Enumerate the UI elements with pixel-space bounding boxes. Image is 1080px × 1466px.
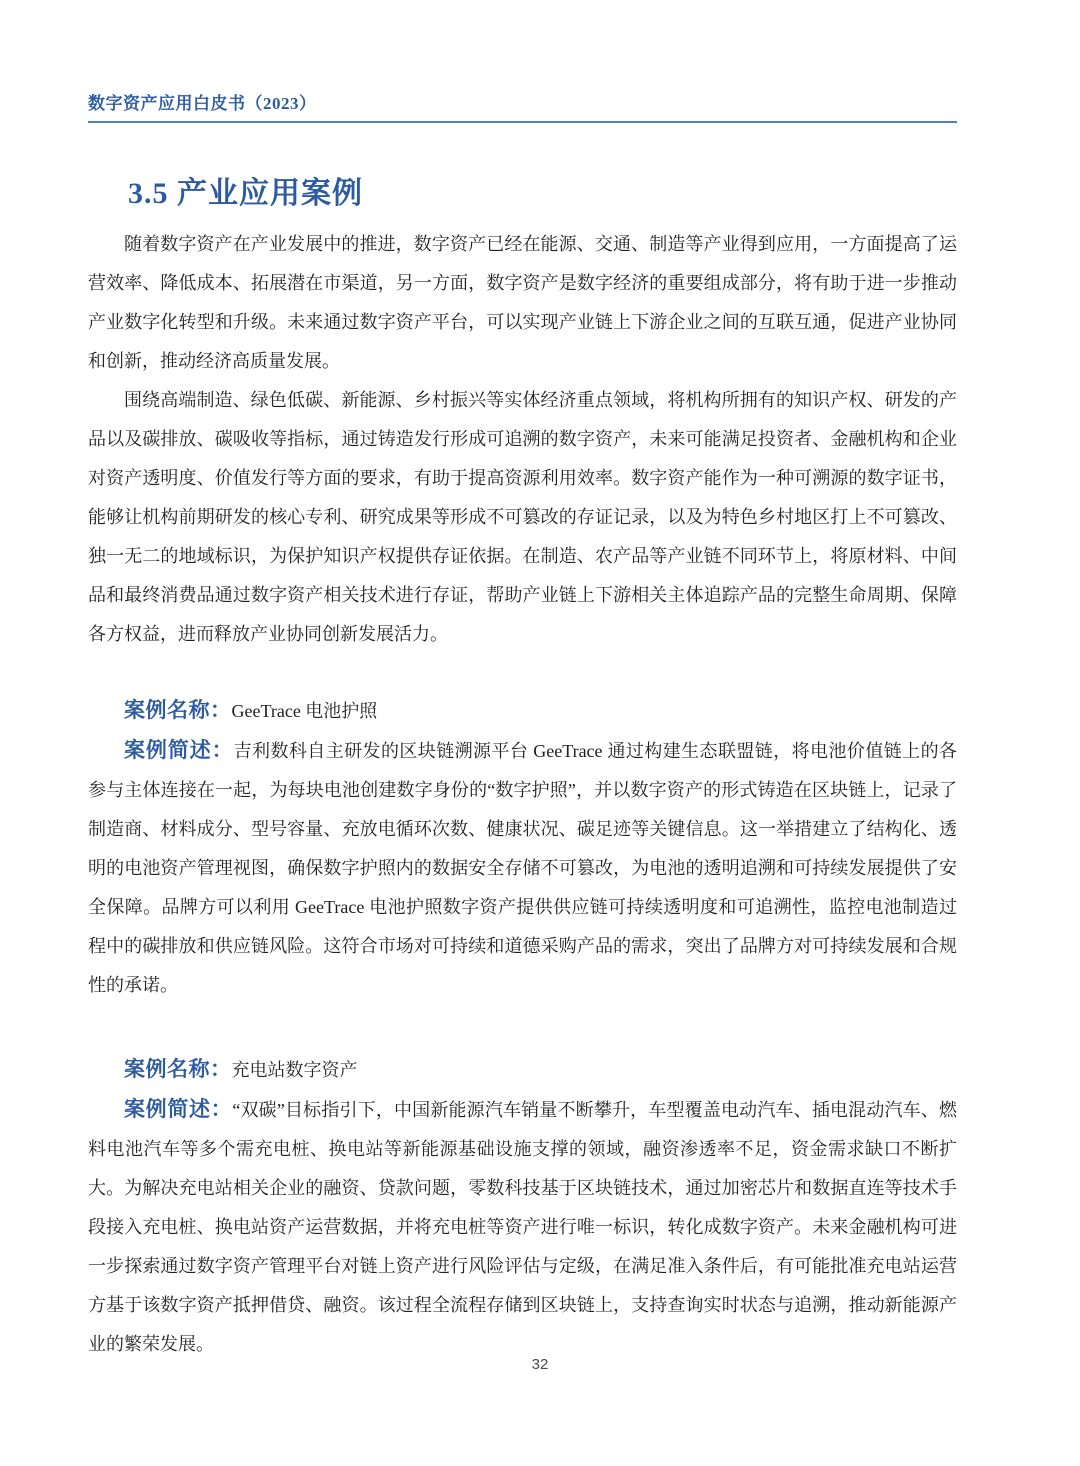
case-name-value: 充电站数字资产: [231, 1060, 358, 1080]
case-name-line: [88, 690, 957, 731]
page-number: 32: [531, 1356, 549, 1373]
case-name-label: 案例名称：: [124, 1057, 232, 1081]
case-block-charging-station: [88, 1049, 957, 1364]
intro-paragraph: 随着数字资产在产业发展中的推进，数字资产已经在能源、交通、制造等产业得到应用，一方面提高了运营效率、降低成本、拓展潜在市渠道，另一方面，数字资产是数字经济的重要组成部分，将有助于进一步推动产业数字化转型和升级。未来通过数字资产平台，可以实现产业链上下游企业之间的互联互通，促进产业协同和创新，推动经济高质量发展。: [88, 234, 957, 371]
case-desc-text: 吉利数科自主研发的区块链溯源平台 GeeTrace 通过构建生态联盟链，将电池价值链上的各参与主体连接在一起，为每块电池创建数字身份的“数字护照”，并以数字资产的形式铸造在区块链上，记录了制造商、材料成分、型号容量、充放电循环次数、健康状况、碳足迹等关键信息。这一举措建立了结构化、透明的电池资产管理视图，确保数字护照内的数据安全存储不可篡改，为电池的透明追溯和可持续发展提供了安全保障。品牌方可以利用 GeeTrace 电池护照数字资产提供供应链可持续透明度和可追溯性，监控电池制造过程中的碳排放和供应链风险。这符合市场对可持续和道德采购产品的需求，突出了品牌方对可持续发展和合规性的承诺。: [88, 741, 957, 995]
case-name-label: 案例名称：: [124, 698, 232, 722]
case-desc-label: 案例简述：: [124, 738, 234, 762]
case-description: [88, 731, 957, 1005]
case-description: [88, 1090, 957, 1364]
overview-paragraph: 围绕高端制造、绿色低碳、新能源、乡村振兴等实体经济重点领域，将机构所拥有的知识产权、研发的产品以及碳排放、碳吸收等指标，通过铸造发行形成可追溯的数字资产，未来可能满足投资者、金融机构和企业对资产透明度、价值发行等方面的要求，有助于提高资源利用效率。数字资产能作为一种可溯源的数字证书，能够让机构前期研发的核心专利、研究成果等形成不可篡改的存证记录，以及为特色乡村地区打上不可篡改、独一无二的地域标识，为保护知识产权提供存证依据。在制造、农产品等产业链不同环节上，将原材料、中间品和最终消费品通过数字资产相关技术进行存证，帮助产业链上下游相关主体追踪产品的完整生命周期、保障各方权益，进而释放产业协同创新发展活力。: [88, 390, 957, 644]
document-title: 数字资产应用白皮书（2023）: [88, 94, 317, 113]
page-footer: [0, 1356, 1080, 1374]
case-block-geetrace: [88, 690, 957, 1005]
case-desc-label: 案例简述：: [124, 1097, 233, 1121]
case-name-line: [88, 1049, 957, 1090]
page-header: [88, 94, 957, 123]
section-heading: 3.5 产业应用案例: [128, 177, 363, 210]
header-divider: [88, 121, 957, 123]
case-name-value: GeeTrace 电池护照: [231, 701, 378, 721]
case-desc-text: “双碳”目标指引下，中国新能源汽车销量不断攀升，车型覆盖电动汽车、插电混动汽车、燃料电池汽车等多个需充电桩、换电站等新能源基础设施支撑的领域，融资渗透率不足，资金需求缺口不断扩大。为解决充电站相关企业的融资、贷款问题，零数科技基于区块链技术，通过加密芯片和数据直连等技术手段接入充电桩、换电站资产运营数据，并将充电桩等资产进行唯一标识，转化成数字资产。未来金融机构可进一步探索通过数字资产管理平台对链上资产进行风险评估与定级，在满足准入条件后，有可能批准充电站运营方基于该数字资产抵押借贷、融资。该过程全流程存储到区块链上，支持查询实时状态与追溯，推动新能源产业的繁荣发展。: [88, 1100, 957, 1354]
